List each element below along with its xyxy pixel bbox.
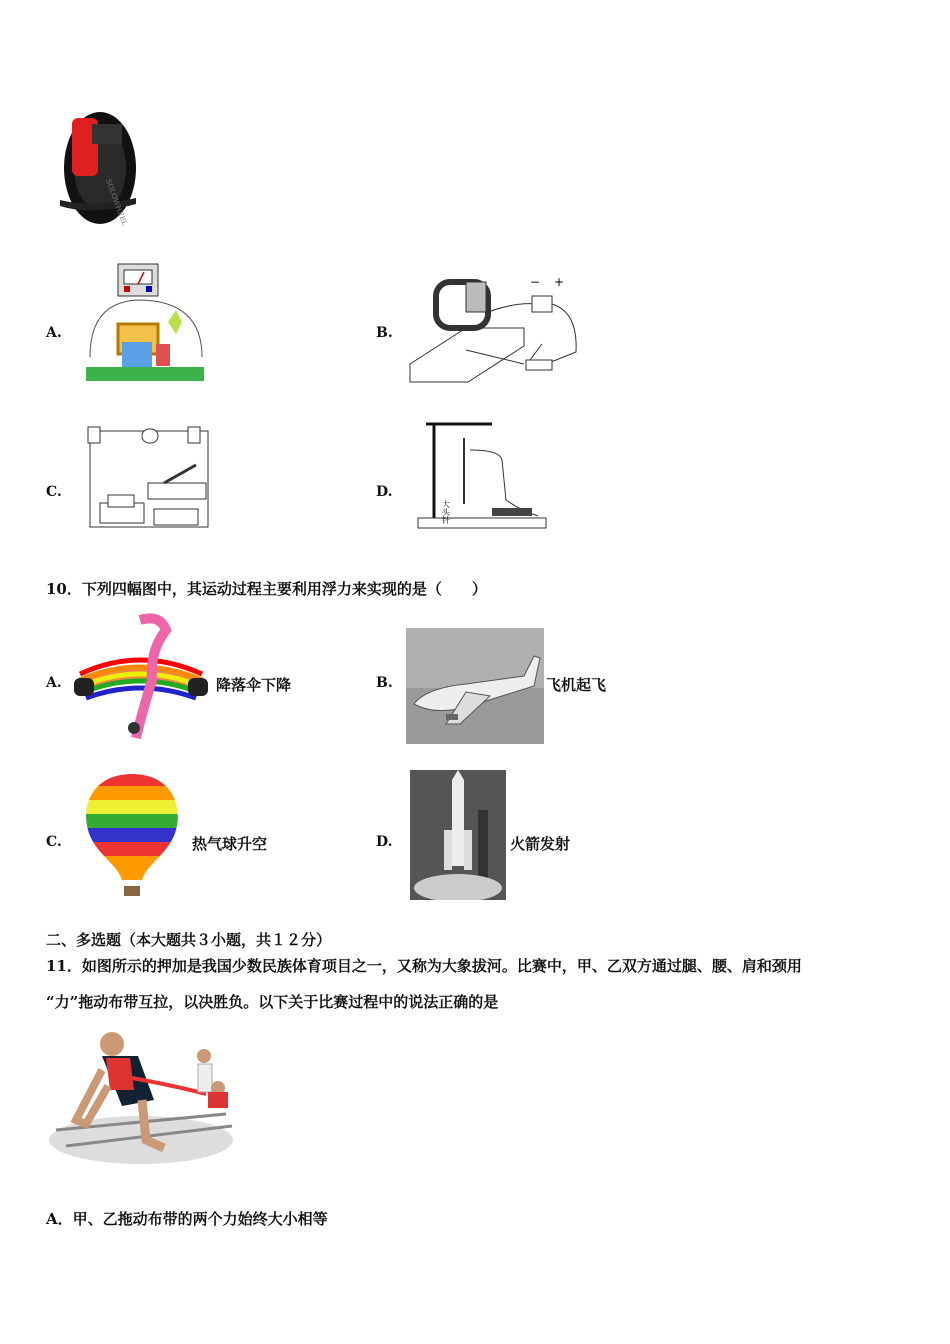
q10-option-b-caption: 飞机起飞 xyxy=(546,676,607,694)
q10-option-b-letter[interactable]: B. xyxy=(376,675,393,691)
q9-option-a-letter[interactable]: A. xyxy=(46,325,62,341)
tug-of-war-image xyxy=(46,1030,236,1168)
q11-stem-line-1: 11．如图所示的押加是我国少数民族体育项目之一，又称为大象拔河。比赛中，甲、乙双方通过腿、腰、肩和颈用 xyxy=(46,957,802,975)
q10-option-d-caption: 火箭发射 xyxy=(510,835,571,853)
q10-option-c-caption: 热气球升空 xyxy=(192,835,268,853)
pin-label: 大头针 xyxy=(441,500,451,524)
parachute-image xyxy=(70,610,212,745)
unicycle-image xyxy=(52,100,142,230)
rocket-launch-image xyxy=(410,770,506,900)
section-2-heading: 二、多选题（本大题共３小题，共１２分） xyxy=(46,931,332,949)
electromagnet-circuit-image xyxy=(406,272,586,390)
q11-stem-line-2: “力”拖动布带互拉，以决胜负。以下关于比赛过程中的说法正确的是 xyxy=(46,993,499,1011)
q10-option-a-caption: 降落伞下降 xyxy=(216,676,292,694)
q11-option-a[interactable]: A．甲、乙拖动布带的两个力始终大小相等 xyxy=(46,1210,328,1228)
switch-circuit-image xyxy=(84,425,214,533)
airplane-image xyxy=(406,628,544,744)
q9-option-b-letter[interactable]: B. xyxy=(376,325,393,341)
q10-option-c-letter[interactable]: C. xyxy=(46,834,62,850)
hot-air-balloon-image xyxy=(76,770,188,900)
svg-text:−: − xyxy=(530,275,541,289)
stand-apparatus-image xyxy=(410,420,555,535)
generator-experiment-image xyxy=(80,262,210,387)
q9-option-c-letter[interactable]: C. xyxy=(46,484,62,500)
svg-text:+: + xyxy=(554,275,565,289)
q9-option-d-letter[interactable]: D. xyxy=(376,484,393,500)
svg-text:SOLOWHEEL: SOLOWHEEL xyxy=(104,177,129,227)
q10-option-a-letter[interactable]: A. xyxy=(46,675,62,691)
q10-stem: 10．下列四幅图中，其运动过程主要利用浮力来实现的是（ ） xyxy=(46,580,487,598)
q10-option-d-letter[interactable]: D. xyxy=(376,834,393,850)
